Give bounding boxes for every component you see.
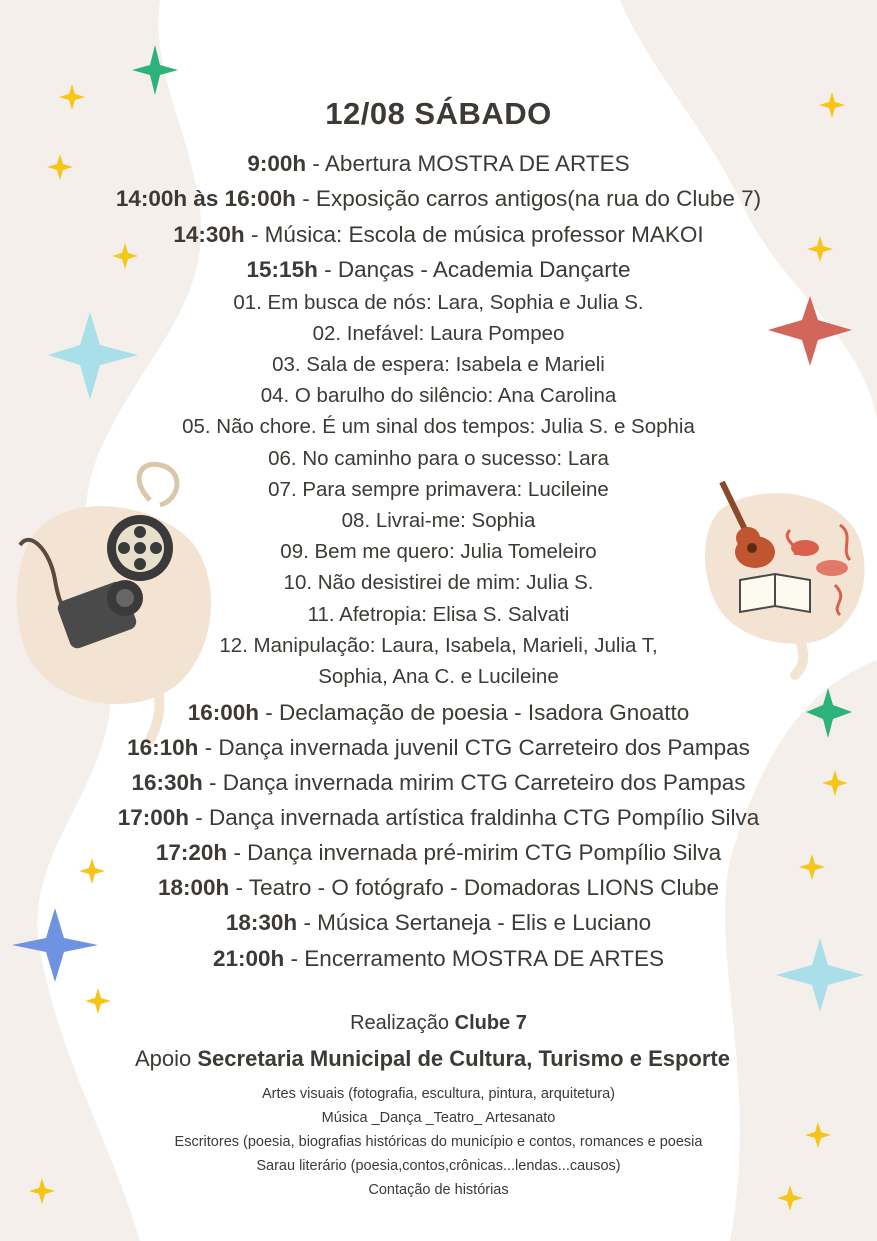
schedule-item: 21:00h - Encerramento MOSTRA DE ARTES — [213, 946, 664, 971]
category-line: Artes visuais (fotografia, escultura, pintura, arquitetura) — [262, 1086, 615, 1102]
dance-item: 04. O barulho do silêncio: Ana Carolina — [260, 384, 617, 407]
category-line: Música _Dança _Teatro_ Artesanato — [321, 1110, 556, 1126]
category-line: Contação de histórias — [368, 1182, 509, 1198]
category-line: Escritores (poesia, biografias históricas do município e contos, romances e poesia — [174, 1134, 703, 1150]
dance-item: Sophia, Ana C. e Lucileine — [318, 665, 559, 688]
apoio-line: Apoio Secretaria Municipal de Cultura, Turismo e Esporte — [134, 1046, 730, 1071]
category-line: Sarau literário (poesia,contos,crônicas...lendas...causos) — [256, 1158, 621, 1174]
schedule-item: 15:15h - Danças - Academia Dançarte — [246, 257, 631, 282]
schedule-item: 18:30h - Música Sertaneja - Elis e Luciano — [225, 910, 652, 935]
schedule-item: 16:30h - Dança invernada mirim CTG Carreteiro dos Pampas — [131, 770, 746, 795]
dance-item: 06. No caminho para o sucesso: Lara — [268, 447, 609, 470]
schedule-item: 16:10h - Dança invernada juvenil CTG Carreteiro dos Pampas — [127, 735, 750, 760]
dance-item: 11. Afetropia: Elisa S. Salvati — [307, 603, 570, 626]
dance-item: 02. Inefável: Laura Pompeo — [312, 322, 565, 345]
schedule-item: 17:00h - Dança invernada artística fraldinha CTG Pompílio Silva — [117, 805, 760, 830]
schedule-item: 14:00h às 16:00h - Exposição carros antigos(na rua do Clube 7) — [115, 186, 762, 211]
realizacao-line: Realização Clube 7 — [350, 1012, 527, 1034]
dance-item: 10. Não desistirei de mim: Julia S. — [283, 571, 594, 594]
dance-item: 01. Em busca de nós: Lara, Sophia e Julia S. — [233, 291, 644, 314]
schedule-item: 18:00h - Teatro - O fotógrafo - Domadoras LIONS Clube — [157, 875, 720, 900]
schedule-item: 16:00h - Declamação de poesia - Isadora Gnoatto — [187, 700, 690, 725]
schedule-item: 14:30h - Música: Escola de música professor MAKOI — [173, 222, 704, 247]
dance-item: 12. Manipulação: Laura, Isabela, Marieli, Julia T, — [219, 634, 658, 657]
dance-item: 05. Não chore. É um sinal dos tempos: Julia S. e Sophia — [182, 415, 695, 438]
dance-item: 09. Bem me quero: Julia Tomeleiro — [280, 540, 597, 563]
dance-item: 07. Para sempre primavera: Lucileine — [268, 478, 609, 501]
dance-item: 08. Livrai-me: Sophia — [341, 509, 536, 532]
dance-item: 03. Sala de espera: Isabela e Marieli — [272, 353, 605, 376]
schedule-item: 9:00h - Abertura MOSTRA DE ARTES — [247, 151, 630, 176]
page-title: 12/08 SÁBADO — [325, 96, 552, 131]
schedule-item: 17:20h - Dança invernada pré-mirim CTG Pompílio Silva — [155, 840, 722, 865]
